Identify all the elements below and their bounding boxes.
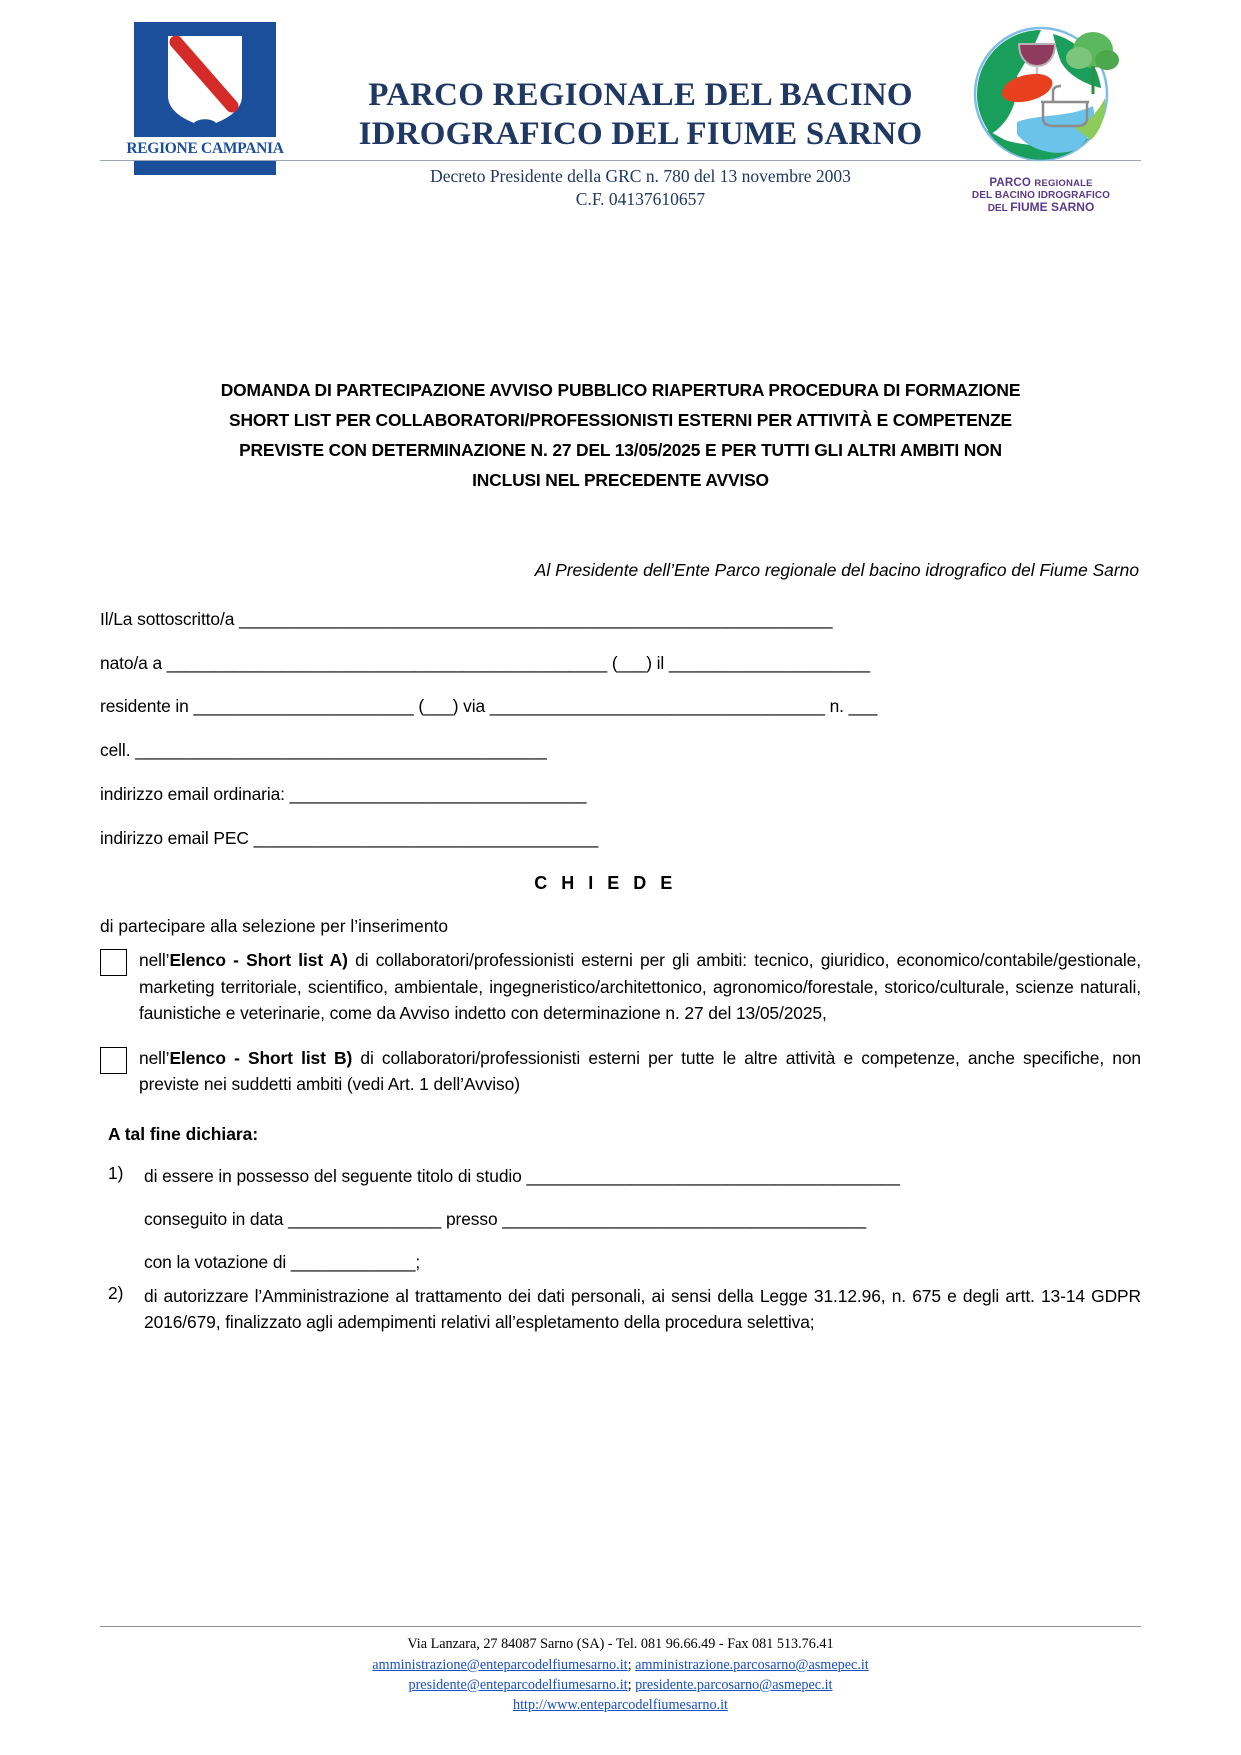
footer-email-amministrazione-pec[interactable]: amministrazione.parcosarno@asmepec.it xyxy=(635,1656,869,1673)
field-residente[interactable]: residente in _______________________ (___) via ___________________________________ n. ___ xyxy=(100,696,878,717)
field-nato-a[interactable]: nato/a a ______________________________________________ (___) il _____________________ xyxy=(100,652,870,673)
footer-sep-1: ; xyxy=(627,1656,636,1673)
footer-divider xyxy=(100,1626,1141,1627)
doc-title-line2: SHORT LIST PER COLLABORATORI/PROFESSIONISTI ESTERNI PER ATTIVITÀ E COMPETENZE xyxy=(229,409,1012,430)
checkbox-item-short-list-b[interactable] xyxy=(100,1045,1141,1098)
applicant-form-block xyxy=(100,609,1141,850)
checkbox-label-short-list-b xyxy=(139,1045,1141,1098)
document-header xyxy=(100,0,1141,308)
footer-sep-2: ; xyxy=(627,1676,636,1693)
declaration-item-1 xyxy=(100,1163,1141,1275)
regione-campania-logo xyxy=(120,22,290,175)
declaration-2-text: di autorizzare l’Amministrazione al trattamento dei dati personali, ai sensi della Legge 31.12.96, n. 675 e degli artt. 13-14 GDPR 2016/679, finalizzato agli adempimenti relativi all’espletamento della procedura selettiva; xyxy=(144,1285,1141,1332)
cb-a-rest: di collaboratori/professionisti esterni per gli ambiti: tecnico, giuridico, economico/contabile/gestionale, marketing territoriale, scientifico, ambientale, ingegneristico/architettonico, agronomico/forestale, storico/culturale, scienze naturali, faunistiche e veterinarie, come da Avviso indetto con determinazione n. 27 del 13/05/2025, xyxy=(139,950,1141,1024)
footer-email-amministrazione[interactable]: amministrazione@enteparcodelfiumesarno.it xyxy=(372,1656,628,1673)
field-email-pec[interactable]: indirizzo email PEC ____________________________________ xyxy=(100,827,599,848)
dichiara-heading: A tal fine dichiara: xyxy=(108,1123,259,1144)
cb-b-bold: Elenco - Short list B) xyxy=(169,1047,353,1068)
decree-line: Decreto Presidente della GRC n. 780 del 13 novembre 2003 xyxy=(430,165,851,186)
doc-title-line3: PREVISTE CON DETERMINAZIONE N. 27 DEL 13/05/2025 E PER TUTTI GLI ALTRI AMBITI NON xyxy=(239,439,1002,460)
park-title-line1: PARCO REGIONALE DEL BACINO xyxy=(368,77,913,113)
footer-email-presidente[interactable]: presidente@enteparcodelfiumesarno.it xyxy=(408,1676,628,1693)
checkbox-short-list-a[interactable] xyxy=(100,949,127,976)
park-title-line2: IDROGRAFICO DEL FIUME SARNO xyxy=(358,115,923,152)
footer-website-link[interactable]: http://www.enteparcodelfiumesarno.it xyxy=(513,1696,728,1713)
footer-email-presidente-pec[interactable]: presidente.parcosarno@asmepec.it xyxy=(635,1676,833,1693)
field-email-ordinaria[interactable]: indirizzo email ordinaria: _______________________________ xyxy=(100,783,587,804)
cb-b-rest: di collaboratori/professionisti esterni per tutte le altre attività e competenze, anche specifiche, non previste nei suddetti ambiti (vedi Art. 1 dell’Avviso) xyxy=(139,1047,1141,1095)
document-footer xyxy=(100,1626,1141,1715)
field-cellulare[interactable]: cell. ___________________________________________ xyxy=(100,740,547,760)
lead-line: di partecipare alla selezione per l’inserimento xyxy=(100,916,448,937)
cb-a-bold: Elenco - Short list A) xyxy=(169,950,348,971)
chiede-heading: C H I E D E xyxy=(534,873,677,894)
doc-title-line1: DOMANDA DI PARTECIPAZIONE AVVISO PUBBLICO RIAPERTURA PROCEDURA DI FORMAZIONE xyxy=(220,380,1021,400)
footer-emails-row-1 xyxy=(100,1655,1141,1675)
checkbox-item-short-list-a[interactable] xyxy=(100,947,1141,1026)
declaration-1-text[interactable]: di essere in possesso del seguente titolo di studio _______________________________________ xyxy=(144,1165,900,1186)
cb-a-prefix: nell’ xyxy=(139,950,170,971)
cb-b-prefix: nell’ xyxy=(139,1047,170,1068)
parco-sarno-emblem-icon xyxy=(957,18,1125,170)
document-title xyxy=(114,376,1127,496)
footer-website-row xyxy=(100,1695,1141,1715)
footer-address: Via Lanzara, 27 84087 Sarno (SA) - Tel. 081 96.66.49 - Fax 081 513.76.41 xyxy=(407,1636,834,1653)
declaration-2-marker: 2) xyxy=(108,1282,124,1303)
declaration-1-subline-1[interactable]: conseguito in data ________________ presso ______________________________________ xyxy=(144,1208,867,1229)
park-logo-line3-big: FIUME SARNO xyxy=(1010,200,1095,215)
campania-logo-bar xyxy=(134,161,276,175)
park-logo-line3-small: DEL xyxy=(987,203,1008,215)
declaration-item-2 xyxy=(100,1283,1141,1335)
fiscal-code-line: C.F. 04137610657 xyxy=(575,188,706,209)
checkbox-label-short-list-a xyxy=(139,947,1141,1026)
campania-logo-label: REGIONE CAMPANIA xyxy=(126,140,284,157)
campania-shield-icon xyxy=(134,22,276,137)
park-logo-line1-small: REGIONALE xyxy=(1034,178,1093,189)
park-logo-line2: DEL BACINO IDROGRAFICO xyxy=(971,189,1111,201)
parco-sarno-logo-text xyxy=(951,177,1131,215)
park-logo-line1-big: PARCO xyxy=(989,177,1031,189)
parco-sarno-logo xyxy=(951,18,1131,215)
declaration-1-subline-2[interactable]: con la votazione di _____________; xyxy=(144,1251,421,1272)
doc-title-line4: INCLUSI NEL PRECEDENTE AVVISO xyxy=(472,469,769,490)
checkbox-short-list-b[interactable] xyxy=(100,1047,127,1074)
field-sottoscritto[interactable]: Il/La sottoscritto/a ______________________________________________________________ xyxy=(100,608,833,629)
footer-emails-row-2 xyxy=(100,1675,1141,1695)
addressee-line: Al Presidente dell’Ente Parco regionale del bacino idrografico del Fiume Sarno xyxy=(534,559,1139,580)
declaration-1-marker: 1) xyxy=(108,1162,124,1183)
